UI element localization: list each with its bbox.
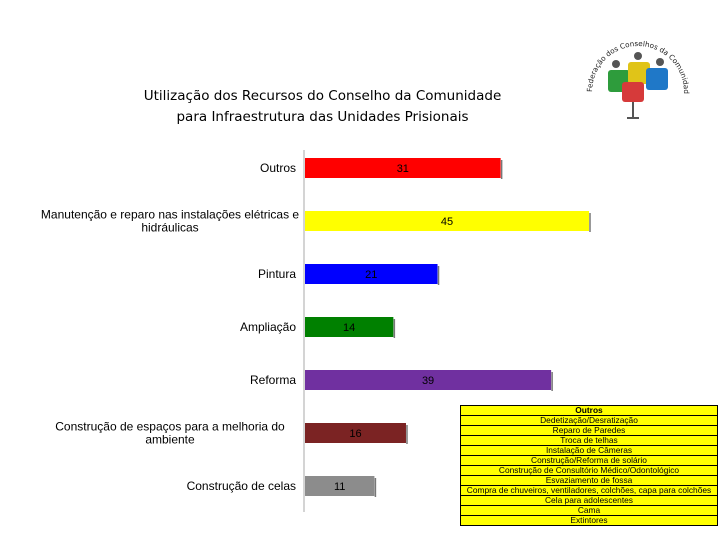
chart-title-line2: para Infraestrutura das Unidades Prisionais: [176, 109, 469, 125]
outros-table-row: Construção de Consultório Médico/Odontológico: [461, 466, 718, 476]
federation-logo: [578, 20, 698, 130]
data-label: 31: [396, 163, 409, 175]
category-label: Reforma: [249, 373, 296, 387]
category-label: Construção de celas: [186, 479, 296, 493]
data-label: 11: [334, 481, 346, 493]
outros-table-row: Construção/Reforma de solário: [461, 456, 718, 466]
outros-table-row: Compra de chuveiros, ventiladores, colchões, capa para colchões: [461, 486, 718, 496]
outros-table-header: Outros: [461, 406, 718, 416]
category-label: Manutenção e reparo nas instalações elétricas e hidráulicas: [40, 207, 300, 235]
category-label: Pintura: [257, 267, 296, 281]
category-label: Ampliação: [239, 320, 296, 334]
data-label: 39: [421, 375, 435, 387]
outros-breakdown-table: [460, 405, 718, 526]
data-label: 14: [343, 322, 356, 334]
outros-table-row: Dedetização/Desratização: [461, 416, 718, 426]
outros-table-row: Extintores: [461, 516, 718, 526]
data-label: 45: [440, 216, 454, 228]
logo-puzzle-icon: [608, 52, 668, 118]
outros-table-row: Esvaziamento de fossa: [461, 476, 718, 486]
chart-title-line1: Utilização dos Recursos do Conselho da Comunidade: [143, 88, 502, 104]
outros-table-row: Instalação de Câmeras: [461, 446, 718, 456]
outros-table-row: Cela para adolescentes: [461, 496, 718, 506]
outros-table-row: Reparo de Paredes: [461, 426, 718, 436]
logo-text: Federação dos Conselhos da Comunidad: [584, 38, 692, 94]
data-label: 16: [349, 428, 362, 440]
outros-table-row: Cama: [461, 506, 718, 516]
outros-table-row: Troca de telhas: [461, 436, 718, 446]
category-label: Outros: [259, 161, 296, 175]
category-label: Construção de espaços para a melhoria do ambiente: [55, 419, 285, 447]
data-label: 21: [365, 269, 378, 281]
